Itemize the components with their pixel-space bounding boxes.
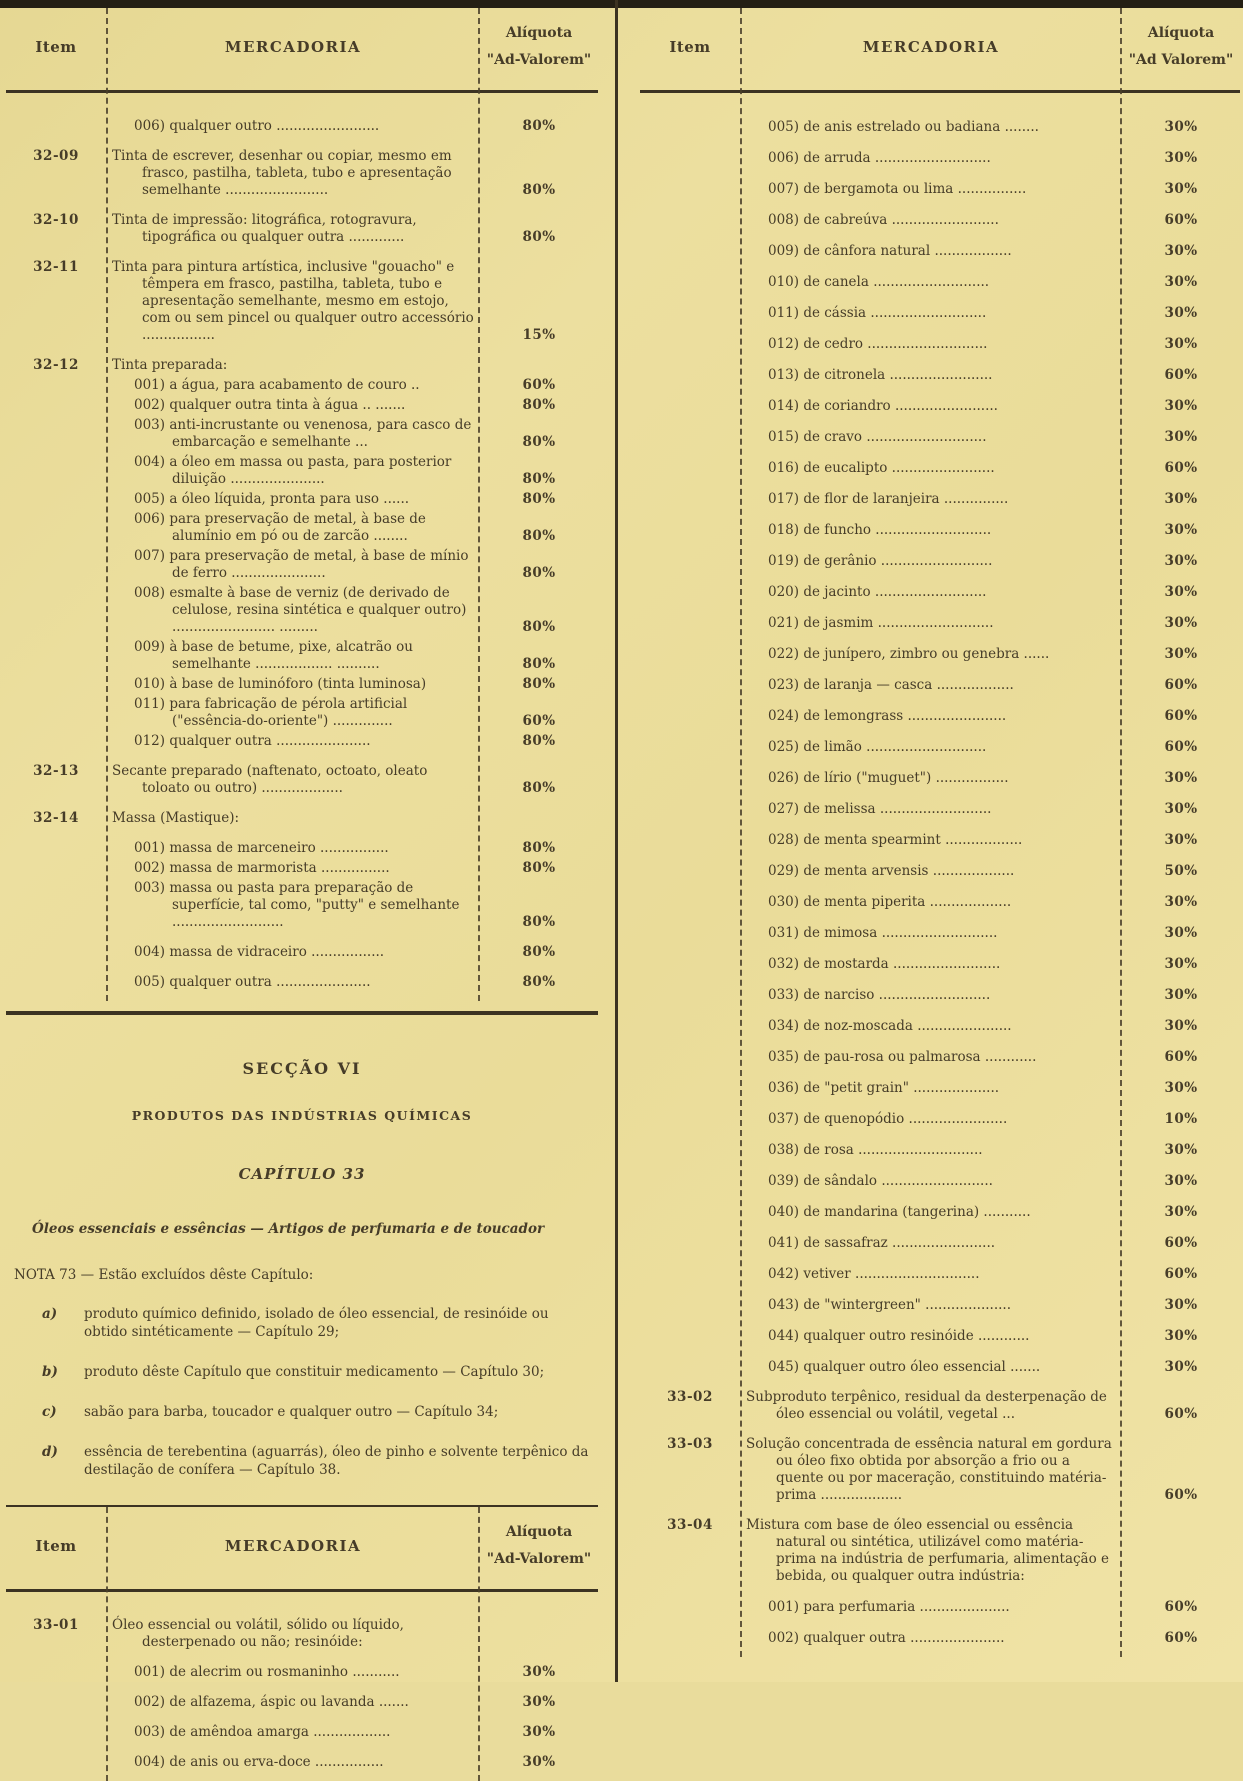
table-row xyxy=(640,181,1240,198)
table-row xyxy=(640,1359,1240,1376)
table-row xyxy=(6,212,598,246)
rate-cell: 80% xyxy=(522,182,556,198)
table-row xyxy=(640,274,1240,291)
note-items xyxy=(14,1305,590,1479)
table-row xyxy=(640,429,1240,446)
table-row xyxy=(640,1266,1240,1283)
rate-cell: 50% xyxy=(1164,863,1198,879)
table-row xyxy=(6,810,598,827)
table-row xyxy=(640,708,1240,725)
merchandise-cell: 005) de anis estrelado ou badiana ........ xyxy=(768,119,1039,135)
rate-cell: 30% xyxy=(1164,305,1198,321)
table-row xyxy=(640,832,1240,849)
rate-cell: 30% xyxy=(1164,150,1198,166)
rate-cell: 30% xyxy=(1164,894,1198,910)
merchandise-cell: 044) qualquer outro resinóide ............ xyxy=(768,1328,1030,1344)
rate-cell: 30% xyxy=(1164,1080,1198,1096)
table-row xyxy=(6,944,598,961)
table-row xyxy=(6,397,598,414)
table-row xyxy=(640,1111,1240,1128)
merchandise-cell: 020) de jacinto .......................... xyxy=(768,584,987,600)
merchandise-cell: Tinta de impressão: litográfica, rotogravura, tipográfica ou qualquer outra ............. xyxy=(112,212,417,245)
merchandise-cell: 011) para fabricação de pérola artificial ("essência-do-oriente") .............. xyxy=(134,696,408,729)
rate-cell: 60% xyxy=(1164,1630,1198,1646)
rate-cell: 30% xyxy=(1164,119,1198,135)
rate-cell: 60% xyxy=(522,377,556,393)
table-row xyxy=(640,987,1240,1004)
page-top-rule xyxy=(0,0,1243,8)
merchandise-cell: 024) de lemongrass ....................... xyxy=(768,708,1007,724)
table-row xyxy=(6,676,598,693)
table-row xyxy=(640,553,1240,570)
rate-cell: 80% xyxy=(522,860,556,876)
header-aliquota-line1: Alíquota xyxy=(505,1524,573,1541)
header-aliquota-line2: "Ad-Valorem" xyxy=(486,1551,592,1567)
note-item-letter: b) xyxy=(42,1364,58,1380)
table-row xyxy=(640,770,1240,787)
section-heading-block xyxy=(6,1059,598,1479)
rate-cell: 30% xyxy=(522,1694,556,1710)
header-item: Item xyxy=(669,38,711,56)
merchandise-cell: 018) de funcho ........................... xyxy=(768,522,992,538)
merchandise-cell: 006) de arruda ........................... xyxy=(768,150,991,166)
column-divider xyxy=(478,1507,480,1781)
merchandise-cell: 025) de limão ............................ xyxy=(768,739,987,755)
table-row xyxy=(6,1694,598,1711)
note-item-text: produto dêste Capítulo que constituir medicamento — Capítulo 30; xyxy=(84,1364,545,1380)
merchandise-cell: Secante preparado (naftenato, octoato, oleato toloato ou outro) ................... xyxy=(112,763,428,796)
merchandise-cell: 004) massa de vidraceiro ................. xyxy=(134,944,385,960)
note-item-letter: a) xyxy=(42,1306,58,1322)
table-row xyxy=(6,880,598,931)
rate-cell: 80% xyxy=(522,944,556,960)
merchandise-cell: 037) de quenopódio ....................... xyxy=(768,1111,1008,1127)
note-item-letter: d) xyxy=(42,1444,58,1460)
merchandise-cell: 030) de menta piperita ................... xyxy=(768,894,1012,910)
rate-cell: 60% xyxy=(1164,367,1198,383)
rate-cell: 30% xyxy=(1164,1173,1198,1189)
rate-cell: 30% xyxy=(1164,491,1198,507)
rate-cell: 80% xyxy=(522,840,556,856)
rate-cell: 30% xyxy=(1164,181,1198,197)
table-row xyxy=(640,1389,1240,1423)
table-header xyxy=(6,1507,598,1592)
table-row xyxy=(6,118,598,135)
rate-cell: 30% xyxy=(1164,243,1198,259)
rate-cell: 30% xyxy=(1164,1297,1198,1313)
rate-cell: 15% xyxy=(522,327,556,343)
merchandise-cell: 028) de menta spearmint .................. xyxy=(768,832,1023,848)
merchandise-cell: Massa (Mastique): xyxy=(112,810,240,826)
note-item-letter: c) xyxy=(42,1404,57,1420)
rate-cell: 60% xyxy=(1164,1406,1198,1422)
item-code-cell: 32-10 xyxy=(33,212,79,228)
table-row xyxy=(640,1297,1240,1314)
merchandise-cell: 009) à base de betume, pixe, alcatrão ou semelhante .................. .......... xyxy=(134,639,413,672)
merchandise-cell: 016) de eucalipto ........................ xyxy=(768,460,995,476)
merchandise-cell: Tinta para pintura artística, inclusive "gouacho" e têmpera em frasco, pastilha, tableta, tubo e apresentação semelhante, mesmo em estojo, com ou sem pincel ou qualquer outro accessório ................. xyxy=(112,259,474,343)
rate-cell: 80% xyxy=(522,229,556,245)
rate-cell: 30% xyxy=(522,1724,556,1740)
merchandise-cell: 003) de amêndoa amarga .................. xyxy=(134,1724,391,1740)
merchandise-cell: 042) vetiver ............................. xyxy=(768,1266,980,1282)
table-row xyxy=(6,1617,598,1651)
note-heading: NOTA 73 — Estão excluídos dêste Capítulo: xyxy=(14,1267,314,1283)
merchandise-cell: 011) de cássia ........................... xyxy=(768,305,987,321)
table-bottom-rule xyxy=(6,1011,598,1015)
table-row xyxy=(6,454,598,488)
right-column xyxy=(640,8,1240,1657)
table-row xyxy=(6,1754,598,1771)
table-row xyxy=(640,956,1240,973)
merchandise-cell: 012) de cedro ............................ xyxy=(768,336,988,352)
table-row xyxy=(640,584,1240,601)
rate-cell: 80% xyxy=(522,676,556,692)
merchandise-cell: 035) de pau-rosa ou palmarosa ............ xyxy=(768,1049,1037,1065)
rate-cell: 30% xyxy=(1164,956,1198,972)
table-row xyxy=(640,243,1240,260)
note-item xyxy=(14,1443,590,1479)
rate-cell: 80% xyxy=(522,780,556,796)
merchandise-cell: 010) de canela ........................... xyxy=(768,274,990,290)
merchandise-cell: 017) de flor de laranjeira ............... xyxy=(768,491,1009,507)
merchandise-cell: 008) de cabreúva ......................... xyxy=(768,212,999,228)
item-code-cell: 32-13 xyxy=(33,763,79,779)
rate-cell: 30% xyxy=(1164,1328,1198,1344)
table-row xyxy=(640,1328,1240,1345)
rate-cell: 30% xyxy=(1164,987,1198,1003)
table-row xyxy=(6,148,598,199)
table-body xyxy=(640,93,1240,1657)
rate-cell: 60% xyxy=(1164,1599,1198,1615)
table-row xyxy=(6,491,598,508)
merchandise-cell: 045) qualquer outro óleo essencial ....... xyxy=(768,1359,1041,1375)
rate-cell: 60% xyxy=(1164,1266,1198,1282)
merchandise-cell: 032) de mostarda ......................... xyxy=(768,956,1001,972)
table-row xyxy=(640,739,1240,756)
rate-cell: 30% xyxy=(1164,1204,1198,1220)
table-row xyxy=(640,1173,1240,1190)
merchandise-cell: 005) qualquer outra ...................... xyxy=(134,974,371,990)
table-row xyxy=(6,696,598,730)
header-aliquota xyxy=(480,18,598,76)
merchandise-cell: 006) para preservação de metal, à base de alumínio em pó ou de zarcão ........ xyxy=(134,511,426,544)
merchandise-cell: 039) de sândalo .......................... xyxy=(768,1173,993,1189)
rate-cell: 30% xyxy=(1164,398,1198,414)
table-row xyxy=(6,840,598,857)
merchandise-cell: 033) de narciso .......................... xyxy=(768,987,991,1003)
merchandise-cell: 022) de junípero, zimbro ou genebra ...... xyxy=(768,646,1050,662)
item-code-cell: 33-04 xyxy=(667,1517,713,1533)
merchandise-cell: Tinta de escrever, desenhar ou copiar, mesmo em frasco, pastilha, tableta, tubo e apresentação semelhante ........................ xyxy=(112,148,452,198)
column-divider xyxy=(478,8,480,1001)
rate-cell: 30% xyxy=(1164,1018,1198,1034)
merchandise-cell: 002) qualquer outra tinta à água .. ....... xyxy=(134,397,406,413)
rate-cell: 30% xyxy=(1164,553,1198,569)
table-header xyxy=(640,8,1240,93)
note-item-text: essência de terebentina (aguarrás), óleo de pinho e solvente terpênico da destilação de conífera — Capítulo 38. xyxy=(84,1444,589,1478)
table-row xyxy=(640,1630,1240,1647)
rate-cell: 30% xyxy=(1164,1142,1198,1158)
table-row xyxy=(640,522,1240,539)
header-item: Item xyxy=(35,1537,77,1555)
tariff-table-left-bottom-wrap xyxy=(6,1505,598,1781)
table-row xyxy=(6,860,598,877)
table-row xyxy=(640,1599,1240,1616)
merchandise-cell: Óleo essencial ou volátil, sólido ou líquido, desterpenado ou não; resinóide: xyxy=(112,1617,404,1650)
rate-cell: 80% xyxy=(522,914,556,930)
table-row xyxy=(640,894,1240,911)
merchandise-cell: 041) de sassafraz ........................ xyxy=(768,1235,996,1251)
merchandise-cell: 007) de bergamota ou lima ................ xyxy=(768,181,1027,197)
rate-cell: 80% xyxy=(522,528,556,544)
rate-cell: 60% xyxy=(1164,1049,1198,1065)
column-divider xyxy=(1120,8,1122,1657)
table-row xyxy=(6,1664,598,1681)
rate-cell: 80% xyxy=(522,656,556,672)
merchandise-cell: Subproduto terpênico, residual da desterpenação de óleo essencial ou volátil, vegetal ... xyxy=(746,1389,1107,1422)
merchandise-cell: 001) de alecrim ou rosmaninho ........... xyxy=(134,1664,400,1680)
table-row xyxy=(640,491,1240,508)
merchandise-cell: 006) qualquer outro ........................ xyxy=(134,118,380,134)
header-aliquota-line1: Alíquota xyxy=(1147,25,1215,42)
merchandise-cell: 007) para preservação de metal, à base de mínio de ferro ...................... xyxy=(134,548,469,581)
table-row xyxy=(640,1436,1240,1504)
rate-cell: 80% xyxy=(522,434,556,450)
item-code-cell: 32-11 xyxy=(33,259,79,275)
item-code-cell: 32-12 xyxy=(33,357,79,373)
rate-cell: 30% xyxy=(1164,832,1198,848)
rate-cell: 80% xyxy=(522,733,556,749)
table-row xyxy=(6,639,598,673)
header-aliquota-line2: "Ad-Valorem" xyxy=(486,52,592,68)
item-code-cell: 32-14 xyxy=(33,810,79,826)
merchandise-cell: 013) de citronela ........................ xyxy=(768,367,993,383)
rate-cell: 30% xyxy=(522,1754,556,1770)
table-row xyxy=(6,511,598,545)
merchandise-cell: 003) anti-incrustante ou venenosa, para casco de embarcação e semelhante ... xyxy=(134,417,472,450)
rate-cell: 30% xyxy=(1164,429,1198,445)
rate-cell: 30% xyxy=(1164,522,1198,538)
header-aliquota xyxy=(480,1517,598,1575)
merchandise-cell: 002) qualquer outra ...................... xyxy=(768,1630,1005,1646)
rate-cell: 80% xyxy=(522,471,556,487)
rate-cell: 60% xyxy=(1164,460,1198,476)
rate-cell: 60% xyxy=(1164,708,1198,724)
merchandise-cell: 001) massa de marceneiro ................ xyxy=(134,840,389,856)
column-divider-rule xyxy=(615,0,618,1682)
merchandise-cell: 043) de "wintergreen" .................... xyxy=(768,1297,1011,1313)
table-row xyxy=(6,548,598,582)
merchandise-cell: 001) para perfumaria ..................... xyxy=(768,1599,1010,1615)
rate-cell: 60% xyxy=(1164,1235,1198,1251)
table-row xyxy=(6,585,598,636)
table-row xyxy=(6,259,598,344)
rate-cell: 30% xyxy=(1164,925,1198,941)
table-row xyxy=(640,1049,1240,1066)
note-item xyxy=(14,1403,590,1421)
merchandise-cell: 001) a água, para acabamento de couro .. xyxy=(134,377,420,393)
tariff-table-left-bottom xyxy=(6,1507,598,1781)
note-block xyxy=(14,1267,590,1479)
chapter-title: CAPÍTULO 33 xyxy=(238,1165,366,1183)
table-row xyxy=(640,646,1240,663)
rate-cell: 30% xyxy=(1164,274,1198,290)
rate-cell: 60% xyxy=(1164,1487,1198,1503)
merchandise-cell: 036) de "petit grain" .................... xyxy=(768,1080,1000,1096)
rate-cell: 30% xyxy=(1164,336,1198,352)
rate-cell: 30% xyxy=(1164,801,1198,817)
table-row xyxy=(640,119,1240,136)
merchandise-cell: Mistura com base de óleo essencial ou essência natural ou sintética, utilizável como matéria-prima na indústria de perfumaria, alimentação e bebida, ou qualquer outra indústria: xyxy=(746,1517,1110,1584)
column-divider xyxy=(106,8,108,1001)
rate-cell: 10% xyxy=(1164,1111,1198,1127)
note-item-text: produto químico definido, isolado de óleo essencial, de resinóide ou obtido sintéticamente — Capítulo 29; xyxy=(84,1306,549,1340)
header-aliquota-line1: Alíquota xyxy=(505,25,573,42)
table-row xyxy=(640,801,1240,818)
table-row xyxy=(640,925,1240,942)
merchandise-cell: 038) de rosa ............................. xyxy=(768,1142,983,1158)
item-code-cell: 33-03 xyxy=(667,1436,713,1452)
merchandise-cell: 012) qualquer outra ...................... xyxy=(134,733,371,749)
table-row xyxy=(640,1235,1240,1252)
column-divider xyxy=(740,8,742,1657)
table-row xyxy=(6,733,598,750)
tariff-table-left-top xyxy=(6,8,598,1001)
table-row xyxy=(640,460,1240,477)
rate-cell: 30% xyxy=(1164,584,1198,600)
section-title: SECÇÃO VI xyxy=(242,1059,362,1078)
merchandise-cell: 021) de jasmim ........................... xyxy=(768,615,994,631)
table-row xyxy=(640,367,1240,384)
table-row xyxy=(640,150,1240,167)
merchandise-cell: 004) de anis ou erva-doce ................ xyxy=(134,1754,384,1770)
merchandise-cell: 031) de mimosa ........................... xyxy=(768,925,998,941)
merchandise-cell: 010) à base de luminóforo (tinta luminosa) xyxy=(134,676,427,692)
merchandise-cell: 023) de laranja — casca .................. xyxy=(768,677,1014,693)
merchandise-cell: 002) massa de marmorista ................ xyxy=(134,860,390,876)
merchandise-cell: 019) de gerânio .......................... xyxy=(768,553,993,569)
table-row xyxy=(640,863,1240,880)
section-subtitle: PRODUTOS DAS INDÚSTRIAS QUÍMICAS xyxy=(131,1108,473,1123)
table-row xyxy=(640,305,1240,322)
merchandise-cell: 002) de alfazema, áspic ou lavanda ....... xyxy=(134,1694,409,1710)
rate-cell: 80% xyxy=(522,397,556,413)
table-row xyxy=(640,336,1240,353)
table-row xyxy=(6,357,598,374)
merchandise-cell: 034) de noz-moscada ...................... xyxy=(768,1018,1012,1034)
header-mercadoria: MERCADORIA xyxy=(224,1537,362,1555)
merchandise-cell: 004) a óleo em massa ou pasta, para posterior diluição ...................... xyxy=(134,454,452,487)
item-code-cell: 33-01 xyxy=(33,1617,79,1633)
rate-cell: 30% xyxy=(1164,615,1198,631)
table-row xyxy=(640,398,1240,415)
rate-cell: 80% xyxy=(522,619,556,635)
note-item-text: sabão para barba, toucador e qualquer outro — Capítulo 34; xyxy=(84,1404,499,1420)
header-item: Item xyxy=(35,38,77,56)
merchandise-cell: 026) de lírio ("muguet") ................. xyxy=(768,770,1009,786)
rate-cell: 80% xyxy=(522,974,556,990)
item-code-cell: 32-09 xyxy=(33,148,79,164)
table-row xyxy=(6,417,598,451)
merchandise-cell: 014) de coriandro ........................ xyxy=(768,398,998,414)
rate-cell: 30% xyxy=(522,1664,556,1680)
merchandise-cell: 008) esmalte à base de verniz (de derivado de celulose, resina sintética e qualquer outro) ........................ ......... xyxy=(134,585,467,635)
rate-cell: 30% xyxy=(1164,1359,1198,1375)
merchandise-cell: 015) de cravo ............................ xyxy=(768,429,987,445)
merchandise-cell: 005) a óleo líquida, pronta para uso ...... xyxy=(134,491,410,507)
table-row xyxy=(6,974,598,991)
table-row xyxy=(640,1142,1240,1159)
table-row xyxy=(640,677,1240,694)
rate-cell: 60% xyxy=(1164,677,1198,693)
table-row xyxy=(6,1724,598,1741)
header-mercadoria: MERCADORIA xyxy=(862,38,1000,56)
rate-cell: 60% xyxy=(522,713,556,729)
rate-cell: 30% xyxy=(1164,770,1198,786)
table-body xyxy=(6,1592,598,1781)
tariff-table-right xyxy=(640,8,1240,1657)
table-row xyxy=(640,212,1240,229)
merchandise-cell: 003) massa ou pasta para preparação de superfície, tal como, "putty" e semelhante .......................... xyxy=(134,880,460,930)
header-aliquota-line2: "Ad Valorem" xyxy=(1128,52,1234,68)
merchandise-cell: 027) de melissa .......................... xyxy=(768,801,992,817)
table-row xyxy=(640,1517,1240,1585)
rate-cell: 80% xyxy=(522,565,556,581)
merchandise-cell: Tinta preparada: xyxy=(112,357,228,373)
table-row xyxy=(640,1204,1240,1221)
rate-cell: 80% xyxy=(522,118,556,134)
merchandise-cell: 029) de menta arvensis ................... xyxy=(768,863,1015,879)
note-item xyxy=(14,1363,590,1381)
left-column xyxy=(6,8,598,1781)
note-item xyxy=(14,1305,590,1341)
header-aliquota xyxy=(1122,18,1240,76)
table-body xyxy=(6,93,598,1001)
table-row xyxy=(6,377,598,394)
header-mercadoria: MERCADORIA xyxy=(224,38,362,56)
table-row xyxy=(640,1018,1240,1035)
table-row xyxy=(6,763,598,797)
table-row xyxy=(640,615,1240,632)
rate-cell: 80% xyxy=(522,491,556,507)
table-row xyxy=(640,1080,1240,1097)
table-header xyxy=(6,8,598,93)
column-divider xyxy=(106,1507,108,1781)
merchandise-cell: Solução concentrada de essência natural em gordura ou óleo fixo obtida por absorção a frio ou a quente ou por maceração, constituindo matéria-prima ................... xyxy=(746,1436,1112,1503)
item-code-cell: 33-02 xyxy=(667,1389,713,1405)
merchandise-cell: 040) de mandarina (tangerina) ........... xyxy=(768,1204,1031,1220)
merchandise-cell: 009) de cânfora natural .................. xyxy=(768,243,1012,259)
rate-cell: 60% xyxy=(1164,212,1198,228)
rate-cell: 30% xyxy=(1164,646,1198,662)
rate-cell: 60% xyxy=(1164,739,1198,755)
chapter-subtitle: Óleos essenciais e essências — Artigos de perfumaria e de toucador xyxy=(32,1221,545,1237)
